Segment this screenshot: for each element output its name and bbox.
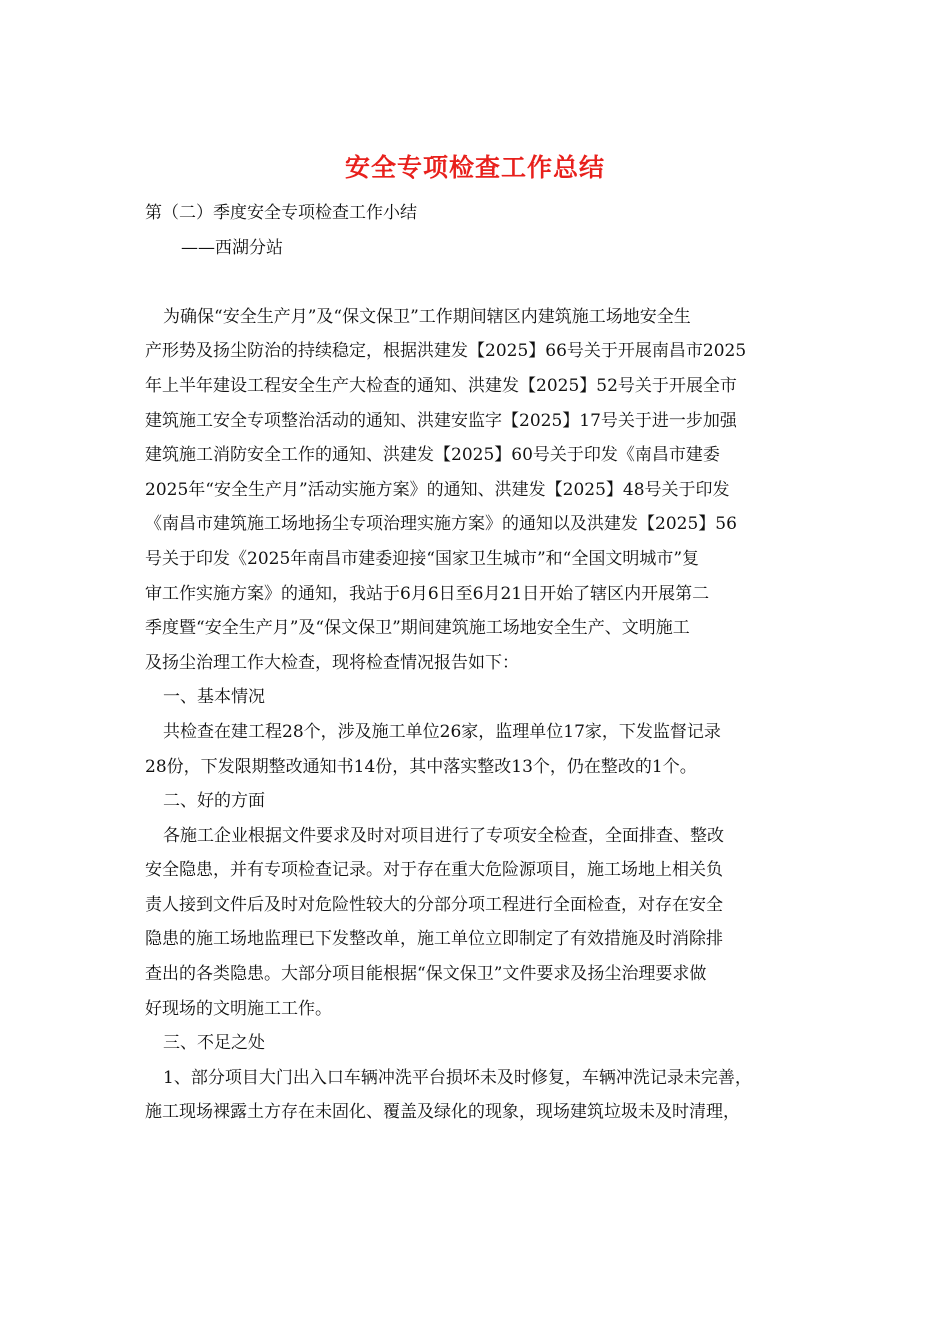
paragraph-line: 各施工企业根据文件要求及时对项目进行了专项安全检查，全面排查、整改 <box>163 825 724 846</box>
paragraph-line: 建筑施工安全专项整治活动的通知、洪建安监字【2025】17号关于进一步加强 <box>145 410 737 431</box>
section-shortcomings-paragraph <box>145 1061 813 1130</box>
paragraph-line: 为确保“安全生产月”及“保文保卫”工作期间辖区内建筑施工场地安全生 <box>163 306 691 327</box>
paragraph-line: 审工作实施方案》的通知，我站于6月6日至6月21日开始了辖区内开展第二 <box>145 583 710 604</box>
section-heading-good: 二、好的方面 <box>163 791 265 812</box>
paragraph-line: 建筑施工消防安全工作的通知、洪建发【2025】60号关于印发《南昌市建委 <box>145 445 720 466</box>
paragraph-line: 2025年“安全生产月”活动实施方案》的通知、洪建发【2025】48号关于印发 <box>145 479 730 500</box>
paragraph-line: 季度暨“安全生产月”及“保文保卫”期间建筑施工场地安全生产、文明施工 <box>145 618 690 639</box>
paragraph-line: 隐患的施工场地监理已下发整改单，施工单位立即制定了有效措施及时消除排 <box>145 929 723 950</box>
paragraph-line: 1、部分项目大门出入口车辆冲洗平台损坏未及时修复，车辆冲洗记录未完善， <box>163 1067 752 1088</box>
section-heading-basic: 一、基本情况 <box>163 687 265 708</box>
intro-paragraph <box>145 300 813 681</box>
paragraph-line: 好现场的文明施工工作。 <box>145 998 332 1019</box>
section-good-paragraph <box>145 819 813 1027</box>
section-basic-paragraph <box>145 715 813 784</box>
paragraph-line: 《南昌市建筑施工场地扬尘专项治理实施方案》的通知以及洪建发【2025】56 <box>145 514 737 535</box>
document-body <box>145 196 813 1130</box>
paragraph-line: 共检查在建工程28个，涉及施工单位26家，监理单位17家，下发监督记录 <box>163 721 721 742</box>
paragraph-line: 产形势及扬尘防治的持续稳定，根据洪建发【2025】66号关于开展南昌市2025 <box>145 341 747 362</box>
document-title: 安全专项检查工作总结 <box>344 153 605 182</box>
section-heading-shortcomings: 三、不足之处 <box>163 1033 265 1054</box>
paragraph-line: 施工现场裸露土方存在未固化、覆盖及绿化的现象，现场建筑垃圾未及时清理， <box>145 1102 740 1123</box>
paragraph-line: 号关于印发《2025年南昌市建委迎接“国家卫生城市”和“全国文明城市”复 <box>145 548 700 569</box>
blank-line <box>145 265 813 300</box>
paragraph-line: 28份，下发限期整改通知书14份，其中落实整改13个，仍在整改的1个。 <box>145 756 697 777</box>
paragraph-line: 安全隐患，并有专项检查记录。对于存在重大危险源项目，施工场地上相关负 <box>145 860 723 881</box>
document-author: ——西湖分站 <box>181 237 283 258</box>
paragraph-line: 年上半年建设工程安全生产大检查的通知、洪建发【2025】52号关于开展全市 <box>145 375 737 396</box>
paragraph-line: 查出的各类隐患。大部分项目能根据“保文保卫”文件要求及扬尘治理要求做 <box>145 964 707 985</box>
paragraph-line: 及扬尘治理工作大检查，现将检查情况报告如下： <box>145 652 519 673</box>
paragraph-line: 责人接到文件后及时对危险性较大的分部分项工程进行全面检查，对存在安全 <box>145 894 723 915</box>
document-subtitle: 第（二）季度安全专项检查工作小结 <box>145 203 417 223</box>
